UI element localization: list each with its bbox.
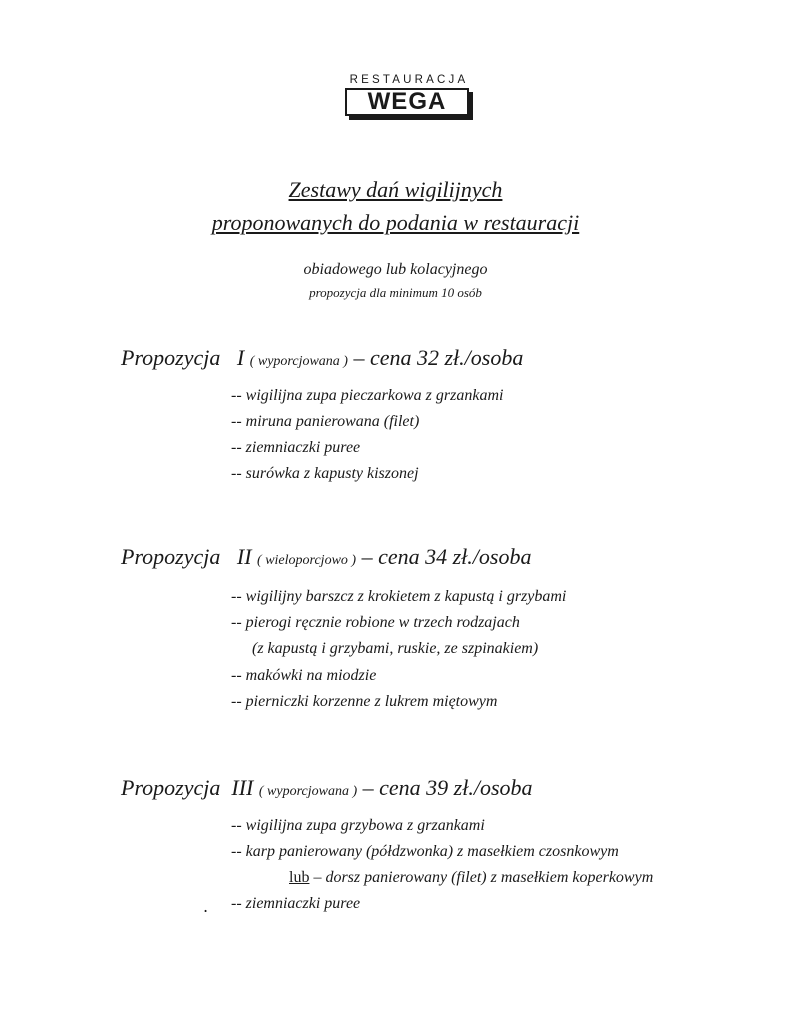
set-2-item: -- makówki na miodzie xyxy=(231,667,377,684)
set-3-item: -- wigilijna zupa grzybowa z grzankami xyxy=(231,817,485,834)
set-3-serving: ( wyporcjowana ) xyxy=(258,784,358,799)
set-1-item: -- wigilijna zupa pieczarkowa z grzankami xyxy=(231,387,504,404)
page-title-line2: proponowanych do podania w restauracji xyxy=(211,210,580,235)
set-2-item: (z kapustą i grzybami, ruskie, ze szpinakiem) xyxy=(252,640,539,657)
set-1-heading xyxy=(121,345,523,375)
set-1-item: -- surówka z kapusty kiszonej xyxy=(231,465,419,482)
set-3-alternative xyxy=(289,868,653,888)
alternative-item: – dorsz panierowany (filet) z masełkiem koperkowym xyxy=(313,869,654,886)
alternative-word: lub xyxy=(289,869,310,886)
set-2-item: -- pierogi ręcznie robione w trzech rodzajach xyxy=(231,614,520,631)
set-2-label: Propozycja II xyxy=(121,544,252,569)
set-2-price: – cena 34 zł./osoba xyxy=(361,544,532,569)
set-3-item: -- ziemniaczki puree xyxy=(231,895,361,912)
set-2-item: -- wigilijny barszcz z krokietem z kapustą i grzybami xyxy=(231,588,567,605)
set-1-serving: ( wyporcjowana ) xyxy=(249,354,348,369)
subtitle-meal-type: obiadowego lub kolacyjnego xyxy=(303,261,488,278)
set-3-price: – cena 39 zł./osoba xyxy=(362,775,533,800)
set-1-label: Propozycja I xyxy=(121,345,245,370)
page-title-line1: Zestawy dań wigilijnych xyxy=(288,177,503,202)
logo-word: WEGA xyxy=(367,88,447,115)
set-3-item: -- karp panierowany (półdzwonka) z masełkiem czosnkowym xyxy=(231,843,619,860)
logo-box xyxy=(345,88,469,116)
logo-top-text: RESTAURACJA xyxy=(349,74,469,86)
set-1-item: -- ziemniaczki puree xyxy=(231,439,361,456)
subtitle-minimum: propozycja dla minimum 10 osób xyxy=(309,285,482,300)
set-2-item: -- pierniczki korzenne z lukrem miętowym xyxy=(231,693,498,710)
set-3-label: Propozycja III xyxy=(121,775,254,800)
set-1-price: – cena 32 zł./osoba xyxy=(353,345,524,370)
set-2-heading xyxy=(121,544,531,574)
set-3-heading xyxy=(121,775,533,805)
set-1-item: -- miruna panierowana (filet) xyxy=(231,413,420,430)
restaurant-logo xyxy=(342,74,476,124)
set-2-serving: ( wieloporcjowo ) xyxy=(257,553,357,568)
bullet-dot: . xyxy=(203,897,209,916)
